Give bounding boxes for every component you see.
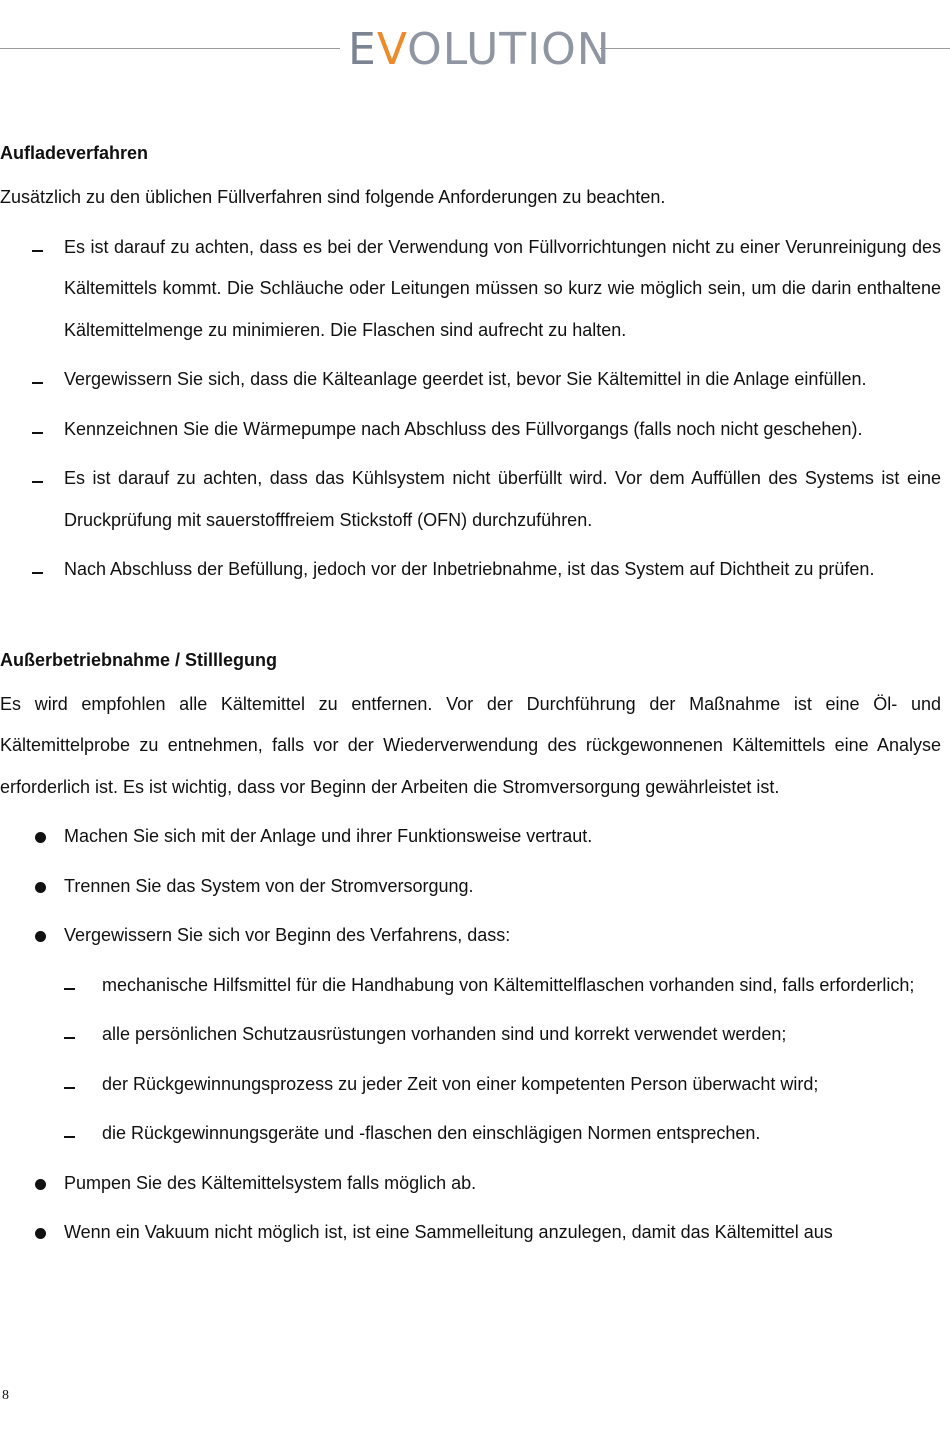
list-item: mechanische Hilfsmittel für die Handhabung von Kältemittelflaschen vorhanden sind, falls erforderlich; [0, 965, 941, 1007]
round-bullet-icon [35, 931, 46, 942]
dash-bullet-icon [32, 432, 43, 434]
dash-bullet-icon [32, 572, 43, 574]
dash-bullet-icon [32, 250, 43, 252]
list-item: Wenn ein Vakuum nicht möglich ist, ist eine Sammelleitung anzulegen, damit das Kältemittel aus [0, 1212, 941, 1254]
list-item: Es ist darauf zu achten, dass es bei der Verwendung von Füllvorrichtungen nicht zu einer Verunreinigung des Kältemittels kommt. Die Schläuche oder Leitungen müssen so kurz wie möglich sein, um die darin enthaltene Kältemittelmenge zu minimieren. Die Flaschen sind aufrecht zu halten. [0, 227, 941, 352]
list-item: alle persönlichen Schutzausrüstungen vorhanden sind und korrekt verwendet werden; [0, 1014, 941, 1056]
header-rule-right [600, 48, 950, 49]
list-item: Kennzeichnen Sie die Wärmepumpe nach Abschluss des Füllvorgangs (falls noch nicht geschehen). [0, 409, 941, 451]
header-rule-left [0, 48, 340, 49]
list-item: Trennen Sie das System von der Stromversorgung. [0, 866, 941, 908]
dash-bullet-icon [64, 1136, 75, 1138]
section-intro: Es wird empfohlen alle Kältemittel zu entfernen. Vor der Durchführung der Maßnahme ist eine Öl- und Kältemittelprobe zu entnehmen, falls vor der Wiederverwendung des rückgewonnenen Kältemittels eine Analyse erforderlich ist. Es ist wichtig, dass vor Beginn der Arbeiten die Stromversorgung gewährleistet ist. [0, 693, 941, 797]
page-number: 8 [2, 1388, 9, 1403]
list-item: der Rückgewinnungsprozess zu jeder Zeit von einer kompetenten Person überwacht wird; [0, 1064, 941, 1106]
charging-requirements-list [0, 227, 941, 591]
dash-bullet-icon [64, 1087, 75, 1089]
list-item: Machen Sie sich mit der Anlage und ihrer Funktionsweise vertraut. [0, 816, 941, 858]
dash-bullet-icon [64, 988, 75, 990]
section-heading-charging: Aufladeverfahren [0, 143, 149, 163]
dash-bullet-icon [64, 1037, 75, 1039]
decommissioning-steps-list-continued [0, 1163, 941, 1254]
page-content [0, 132, 941, 1254]
section-heading-decommissioning: Außerbetriebnahme / Stilllegung [0, 649, 278, 670]
list-item: Vergewissern Sie sich, dass die Kälteanlage geerdet ist, bevor Sie Kältemittel in die Anlage einfüllen. [0, 359, 941, 401]
list-item: Vergewissern Sie sich vor Beginn des Verfahrens, dass: [0, 915, 941, 957]
decommissioning-steps-list [0, 816, 941, 957]
section-intro: Zusätzlich zu den üblichen Füllverfahren sind folgende Anforderungen zu beachten. [0, 187, 666, 207]
brand-logo: EVOLUTION [348, 24, 611, 75]
preparation-checklist [0, 965, 941, 1155]
list-item: Pumpen Sie des Kältemittelsystem falls möglich ab. [0, 1163, 941, 1205]
list-item: die Rückgewinnungsgeräte und -flaschen den einschlägigen Normen entsprechen. [0, 1113, 941, 1155]
round-bullet-icon [35, 832, 46, 843]
list-item: Nach Abschluss der Befüllung, jedoch vor der Inbetriebnahme, ist das System auf Dichtheit zu prüfen. [0, 549, 941, 591]
round-bullet-icon [35, 1228, 46, 1239]
round-bullet-icon [35, 1179, 46, 1190]
dash-bullet-icon [32, 481, 43, 483]
list-item: Es ist darauf zu achten, dass das Kühlsystem nicht überfüllt wird. Vor dem Auffüllen des Systems ist eine Druckprüfung mit sauerstofffreiem Stickstoff (OFN) durchzuführen. [0, 458, 941, 541]
round-bullet-icon [35, 882, 46, 893]
dash-bullet-icon [32, 382, 43, 384]
